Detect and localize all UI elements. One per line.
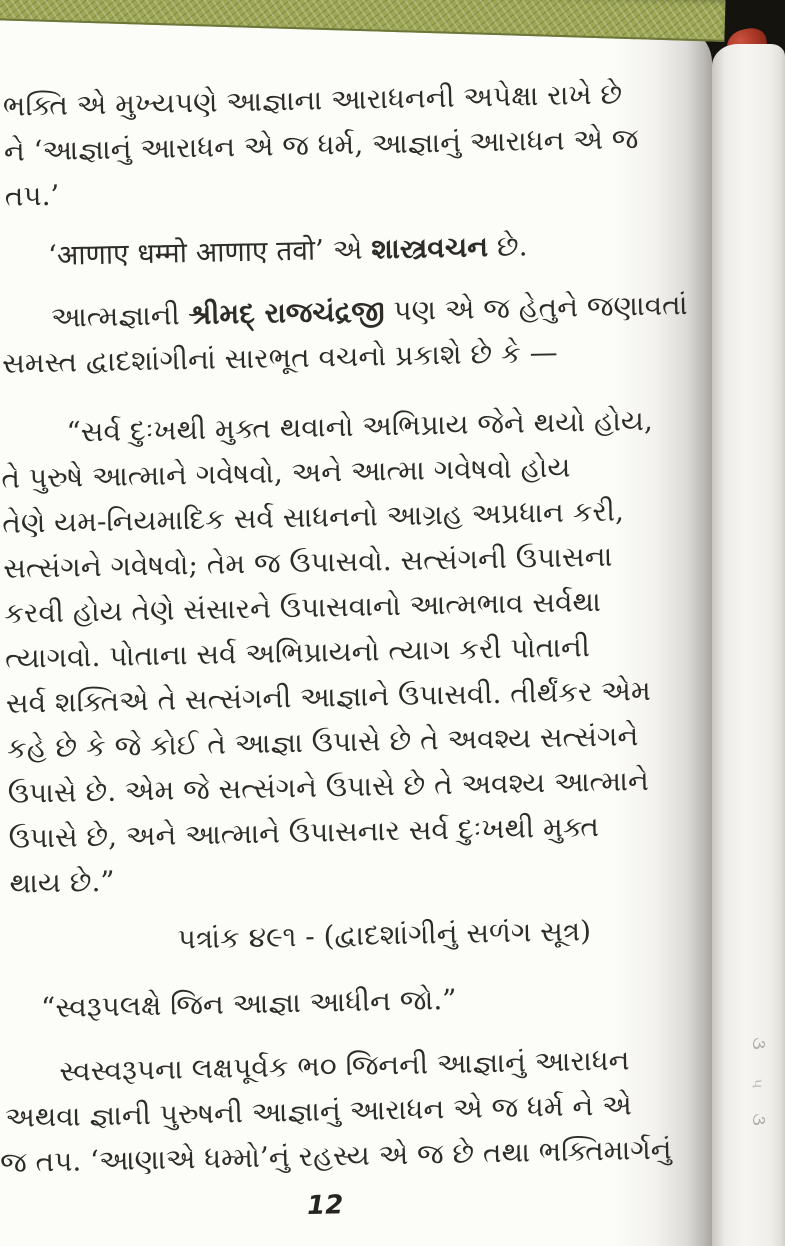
quote-block (0, 397, 712, 906)
verse-line: “સ્વરૂપલક્ષે જિન આજ્ઞા આધીન જો.” (40, 982, 457, 1025)
text-line: સત્સંગને ગવેષવો; તેમ જ ઉપાસવો. સત્સંગની ઉપાસના (2, 539, 613, 585)
text-line: સર્વ શક્તિએ તે સત્સંગની આજ્ઞાને ઉપાસવી. તીર્થંકર એમ (5, 673, 652, 720)
page-edge-ink-mark: ૩ (747, 1113, 770, 1126)
paragraph-atmajnani (1, 282, 707, 386)
text-line: તપ.’ (4, 178, 60, 213)
text-line: “સર્વ દુઃખથી મુક્ત થવાનો અભિપ્રાય જેને થયો હોય, (66, 403, 654, 449)
text-line: અથવા જ્ઞાની પુરુષની આજ્ઞાનું આરાધન એ જ ધર્મ ને એ (4, 1088, 633, 1134)
adjacent-page-fore-edge (712, 44, 785, 1246)
text-line: કહે છે કે જે કોઈ તે આજ્ઞા ઉપાસે છે તે અવશ્ય સત્સંગને (6, 719, 639, 765)
bold-term: શાસ્ત્રવચન (371, 230, 489, 266)
book-page (0, 14, 712, 1246)
text-line: ત્યાગવો. પોતાના સર્વ અભિપ્રાયનો ત્યાગ કરી પોતાની (4, 630, 591, 675)
text-line: સ્વસ્વરૂપના લક્ષપૂર્વક ભ૦ જિનની આજ્ઞાનું આરાધન (59, 1043, 630, 1088)
page-edge-ink-mark: ૫ (748, 1078, 767, 1089)
text-line: ભક્તિ એ મુખ્યપણે આજ્ઞાના આરાધનની અપેક્ષા રાખે છે (2, 77, 623, 123)
page-number: 12 (306, 1190, 344, 1221)
text-line: ઉપાસે છે. એમ જે સત્સંગને ઉપાસે છે તે અવશ્ય આત્માને (7, 764, 650, 810)
text-line: થાય છે.” (9, 864, 115, 900)
text-line: તેણે યમ-નિયમાદિક સર્વ સાધનનો આગ્રહ અપ્રધાન કરી, (2, 494, 625, 540)
paragraph-bhakti (3, 70, 704, 219)
text-line: કરવી હોય તેણે સંસારને ઉપાસવાનો આત્મભાવ સર્વથા (3, 584, 602, 630)
paragraph-shastra-vachan (48, 220, 705, 278)
paragraph-swaswarup (0, 1036, 712, 1185)
citation-line: પત્રાંક ૪૯૧ - (દ્વાદશાંગીનું સળંગ સૂત્ર) (177, 914, 592, 956)
bold-name: શ્રીમદ્ રાજચંદ્રજી (188, 294, 385, 332)
text-line: તે પુરુષે આત્માને ગવેષવો, અને આત્મા ગવેષવો હોય (1, 450, 571, 495)
page-text (0, 14, 712, 1246)
page-edge-ink-mark: ૩ (747, 1037, 770, 1050)
text-segment: છે. (487, 229, 528, 264)
text-line: સમસ્ત દ્વાદશાંગીનાં સારભૂત વચનો પ્રકાશે છે કે — (1, 335, 558, 380)
text-segment: આત્મજ્ઞાની (50, 298, 189, 334)
text-line: ને ‘આજ્ઞાનું આરાધન એ જ ધર્મ, આજ્ઞાનું આરાધન એ જ (3, 122, 639, 168)
text-line (48, 220, 705, 278)
text-line: જ તપ. ‘આણાએ ધમ્મો’નું રહસ્ય એ જ છે તથા ભક્તિમાર્ગનું (0, 1132, 672, 1180)
text-segment: પણ એ જ હેતુને જણાવતાં (384, 288, 688, 328)
text-line: ઉપાસે છે, અને આત્માને ઉપાસનાર સર્વ દુઃખથી મુક્ત (8, 810, 600, 855)
prakrit-quote: ‘आणाए धम्मो आणाए तवो’ એ (47, 232, 372, 272)
